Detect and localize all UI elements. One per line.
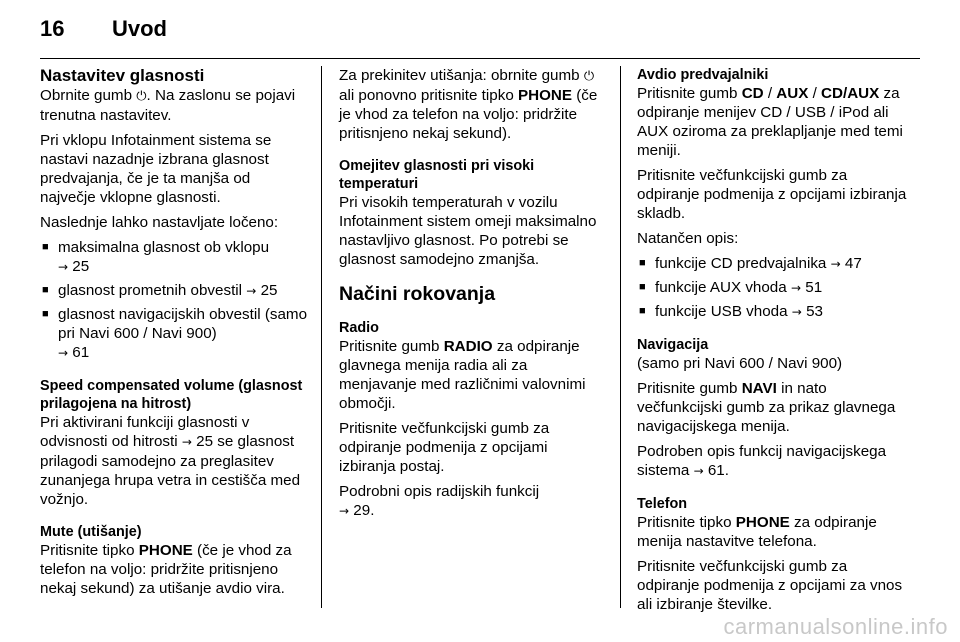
text: . Na zaslonu se pojavi trenutna nastavitev. xyxy=(40,87,296,124)
paragraph xyxy=(637,442,912,481)
section-title: Mute (utišanje) xyxy=(40,524,142,540)
chapter-heading: Načini rokovanja xyxy=(339,283,496,305)
text: Pri aktivirani funkciji glasnosti v odvisnosti od hitrosti xyxy=(40,414,250,450)
reference-arrow-icon: → xyxy=(181,435,192,449)
text: za odpiranje glavnega menija radia ali za menjavanje med različnimi valovnimi območji. xyxy=(339,338,586,412)
list-item xyxy=(40,238,308,277)
list-item xyxy=(40,281,308,301)
paragraph: Natančen opis: xyxy=(637,230,739,247)
page-reference[interactable]: 61 xyxy=(72,344,90,361)
text: funkcije USB vhoda xyxy=(655,303,788,320)
paragraph xyxy=(339,66,607,143)
reference-arrow-icon: → xyxy=(58,346,69,360)
section-title: Nastavitev glasnosti xyxy=(40,66,205,85)
section-title: Navigacija xyxy=(637,337,709,353)
text: ali ponovno pritisnite tipko xyxy=(339,87,514,104)
key-label: PHONE xyxy=(735,514,790,531)
reference-arrow-icon: → xyxy=(830,257,841,271)
paragraph: Pritisnite večfunkcijski gumb za odpiranje podmenija z opcijami izbiranja postaj. xyxy=(339,420,550,475)
page-reference[interactable]: 53 xyxy=(806,303,823,320)
text: Pritisnite gumb xyxy=(637,85,738,102)
separator: / xyxy=(808,85,822,102)
watermark: carmanualsonline.info xyxy=(723,614,948,639)
paragraph xyxy=(637,513,912,551)
paragraph xyxy=(637,84,912,160)
section-title: Radio xyxy=(339,320,379,336)
bullet-list xyxy=(40,238,308,363)
list-item xyxy=(637,278,912,298)
section-mute xyxy=(40,523,308,598)
text: Pritisnite gumb xyxy=(637,380,738,397)
section-title: Telefon xyxy=(637,496,688,512)
paragraph: (samo pri Navi 600 / Navi 900) xyxy=(637,355,843,372)
separator: / xyxy=(763,85,777,102)
section-title: Avdio predvajalniki xyxy=(637,67,769,83)
text: Obrnite gumb xyxy=(40,87,133,104)
column-2 xyxy=(339,66,607,527)
power-knob-icon: ⏻ xyxy=(583,69,595,84)
paragraph xyxy=(339,337,607,413)
key-label: CD xyxy=(741,85,764,102)
reference-arrow-icon: → xyxy=(246,284,257,298)
text: in nato večfunkcijski gumb za prikaz glavnega navigacijskega menija. xyxy=(637,380,896,435)
text: Podroben opis funkcij navigacijskega sistema xyxy=(637,443,887,479)
column-divider xyxy=(620,66,621,608)
list-item xyxy=(637,254,912,274)
reference-arrow-icon: → xyxy=(58,260,69,274)
text: Za prekinitev utišanja: obrnite gumb xyxy=(339,67,580,84)
text: za odpiranje menijev CD / USB / iPod ali AUX oziroma za preklapljanje med temi meniji. xyxy=(637,85,903,159)
paragraph xyxy=(40,86,308,125)
list-item xyxy=(40,305,308,363)
page-reference[interactable]: 25 xyxy=(196,433,214,450)
key-label: CD/AUX xyxy=(821,85,880,102)
text: Podrobni opis radijskih funkcij xyxy=(339,483,540,500)
reference-arrow-icon: → xyxy=(339,504,350,518)
section-audio-players xyxy=(637,66,912,322)
section-title: Omejitev glasnosti pri visoki temperaturi xyxy=(339,158,535,192)
text: (če je vhod za telefon na voljo: pridržite pritisnjeno nekaj sekund) za utišanje avdio vira. xyxy=(40,542,292,597)
section-radio xyxy=(339,319,607,521)
text: za odpiranje menija nastavitve telefona. xyxy=(637,514,877,550)
paragraph xyxy=(40,541,308,598)
paragraph: Pritisnite večfunkcijski gumb za odpiranje podmenija z opcijami izbiranja skladb. xyxy=(637,167,907,222)
text: Pritisnite tipko xyxy=(637,514,732,531)
page-number: 16 xyxy=(40,16,65,41)
text: se glasnost prilagodi samodejno za preglasitev zunanjega hrupa vetra in cestišča med vožnjo. xyxy=(40,433,301,508)
key-label: PHONE xyxy=(518,87,573,104)
text: funkcije CD predvajalnika xyxy=(655,255,827,272)
power-knob-icon: ⏻ xyxy=(136,89,147,104)
text: (če je vhod za telefon na voljo: pridržite pritisnjeno nekaj sekund). xyxy=(339,87,598,142)
column-1 xyxy=(40,66,308,604)
page-reference[interactable]: 51 xyxy=(805,279,823,296)
list-item xyxy=(637,302,912,322)
reference-arrow-icon: → xyxy=(693,464,704,478)
key-label: NAVI xyxy=(741,380,777,397)
section-navigation xyxy=(637,336,912,481)
page-reference[interactable]: 25 xyxy=(72,258,90,275)
reference-arrow-icon: → xyxy=(791,305,802,319)
header-rule xyxy=(40,58,920,59)
key-label: PHONE xyxy=(138,542,193,559)
chapter-title: Uvod xyxy=(112,16,167,41)
key-label: AUX xyxy=(776,85,809,102)
bullet-list xyxy=(637,254,912,322)
key-label: RADIO xyxy=(443,338,493,355)
column-3 xyxy=(637,66,912,620)
paragraph xyxy=(339,482,607,521)
page-reference[interactable]: 47 xyxy=(844,255,862,272)
reference-arrow-icon: → xyxy=(790,281,802,295)
paragraph: Pri visokih temperaturah v vozilu Infotainment sistem omeji maksimalno nastavljivo glasnost. Po potrebi se glasnost samodejno zmanjša. xyxy=(339,194,597,268)
text: Pritisnite tipko xyxy=(40,542,135,559)
text: glasnost navigacijskih obvestil (samo pri Navi 600 / Navi 900) xyxy=(58,306,308,342)
page-reference[interactable]: 29. xyxy=(353,502,375,519)
page-reference[interactable]: 61. xyxy=(707,462,729,479)
paragraph: Pri vklopu Infotainment sistema se nastavi nazadnje izbrana glasnost predvajanja, če je ta manjša od največje vklopne glasnosti. xyxy=(40,132,272,206)
text: Pritisnite gumb xyxy=(339,338,440,355)
paragraph: Naslednje lahko nastavljate ločeno: xyxy=(40,214,279,231)
column-divider xyxy=(321,66,322,608)
page-reference[interactable]: 25 xyxy=(260,282,278,299)
section-title: Speed compensated volume (glasnost prilagojena na hitrost) xyxy=(40,378,303,412)
section-volume-setting xyxy=(40,66,308,363)
paragraph xyxy=(637,379,912,436)
text: maksimalna glasnost ob vklopu xyxy=(58,239,270,256)
paragraph xyxy=(40,413,308,509)
section-speed-volume xyxy=(40,377,308,509)
text: funkcije AUX vhoda xyxy=(655,279,787,296)
section-phone xyxy=(637,495,912,614)
section-temperature-limit xyxy=(339,157,607,269)
paragraph: Pritisnite večfunkcijski gumb za odpiranje podmenija z opcijami za vnos ali izbiranje številke. xyxy=(637,558,903,613)
text: glasnost prometnih obvestil xyxy=(58,282,243,299)
